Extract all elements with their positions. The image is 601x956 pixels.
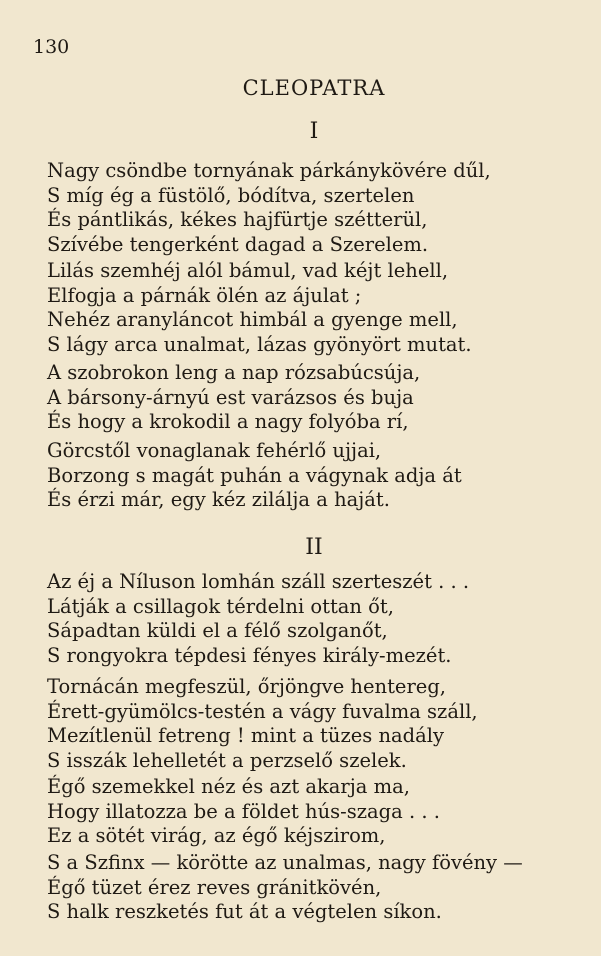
verse-line: S halk reszketés fut át a végtelen síkon.	[47, 900, 442, 923]
stanza	[47, 259, 592, 357]
stanza	[47, 775, 592, 849]
stanza	[47, 851, 592, 925]
verse-line: Az éj a Níluson lomhán száll szerteszét . . .	[47, 570, 470, 593]
verse-line: Borzong s magát puhán a vágynak adja át	[47, 463, 462, 487]
poem-title: CLEOPATRA	[242, 76, 386, 100]
section-numeral-2: II	[305, 535, 323, 560]
verse-line: És érzi már, egy kéz zilálja a haját.	[47, 488, 390, 511]
verse-line: És pántlikás, kékes hajfürtje szétterül,	[47, 208, 428, 231]
verse-line: S lágy arca unalmat, lázas gyönyört mutat.	[47, 332, 472, 356]
verse-line: S míg ég a füstölő, bódítva, szertelen	[47, 183, 415, 207]
verse-line: Görcstől vonaglanak fehérlő ujjai,	[47, 439, 382, 462]
verse-line: Érett-gyümölcs-testén a vágy fuvalma száll,	[47, 699, 478, 723]
verse-line: S a Szfinx — körötte az unalmas, nagy fövény —	[47, 851, 523, 874]
verse-line: A szobrokon leng a nap rózsabúcsúja,	[47, 361, 421, 384]
stanza	[47, 159, 592, 257]
verse-line: S isszák lehelletét a perzselő szelek.	[47, 748, 407, 772]
verse-line: És hogy a krokodil a nagy folyóba rí,	[47, 410, 409, 433]
verse-line: Sápadtan küldi el a félő szolganőt,	[47, 619, 388, 642]
stanza	[47, 361, 592, 435]
verse-line: Lilás szemhéj alól bámul, vad kéjt lehell,	[47, 259, 449, 282]
verse-line: Égő tüzet érez reves gránitkövén,	[47, 875, 382, 899]
verse-line: Hogy illatozza be a földet hús-szaga . . .	[47, 799, 440, 823]
stanza	[47, 675, 592, 773]
verse-line: S rongyokra tépdesi fényes király-mezét.	[47, 643, 452, 667]
stanza	[47, 439, 592, 513]
section-numeral-1: I	[309, 119, 319, 144]
page-number: 130	[33, 36, 70, 58]
verse-line: Szívébe tengerként dagad a Szerelem.	[47, 232, 429, 256]
verse-line: A bársony-árnyú est varázsos és buja	[47, 385, 414, 409]
verse-line: Égő szemekkel néz és azt akarja ma,	[47, 775, 410, 798]
verse-line: Ez a sötét virág, az égő kéjszirom,	[47, 824, 386, 847]
verse-line: Nehéz aranyláncot himbál a gyenge mell,	[47, 308, 458, 331]
verse-line: Elfogja a párnák ölén az ájulat ;	[47, 283, 362, 307]
verse-line: Tornácán megfeszül, őrjöngve hentereg,	[47, 675, 447, 698]
verse-line: Mezítlenül fetreng ! mint a tüzes nadály	[47, 724, 445, 747]
stanza	[47, 570, 592, 668]
verse-line: Látják a csillagok térdelni ottan őt,	[47, 594, 394, 618]
verse-line: Nagy csöndbe tornyának párkánykövére dűl,	[47, 159, 491, 182]
